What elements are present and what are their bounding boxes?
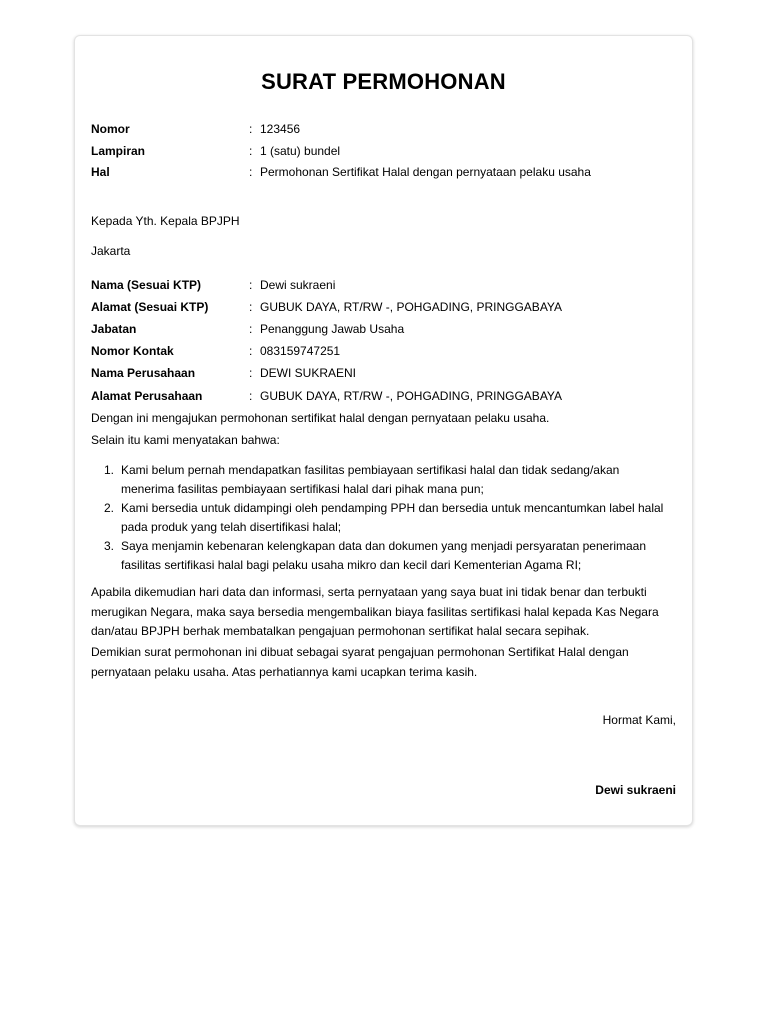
applicant-field-alamat	[91, 300, 562, 315]
header-field-lampiran	[91, 144, 340, 159]
field-value: DEWI SUKRAENI	[260, 366, 357, 380]
list-item-text: Saya menjamin kebenaran kelengkapan data dan dokumen yang menjadi persyaratan penerimaan fasilitas sertifikasi halal bagi pelaku usaha mikro dan kecil dari Kementerian Agama RI;	[121, 539, 647, 572]
field-label: Nama Perusahaan	[91, 366, 196, 380]
field-value: GUBUK DAYA, RT/RW -, POHGADING, PRINGGABAYA	[260, 300, 563, 314]
applicant-field-perusahaan	[91, 366, 356, 381]
field-colon: :	[249, 122, 253, 136]
city-line: Jakarta	[91, 244, 131, 258]
applicant-field-kontak	[91, 344, 340, 359]
letter-page	[74, 35, 693, 826]
list-item-text: Kami belum pernah mendapatkan fasilitas pembiayaan sertifikasi halal dan tidak sedang/akan menerima fasilitas pembiayaan sertifikasi halal dari pihak mana pun;	[121, 463, 620, 496]
field-label: Hal	[91, 165, 110, 179]
field-value: 1 (satu) bundel	[260, 144, 341, 158]
field-label: Nomor Kontak	[91, 344, 174, 358]
field-colon: :	[249, 366, 253, 380]
list-item-text: Kami bersedia untuk didampingi oleh pendamping PPH dan bersedia untuk mencantumkan label halal pada produk yang telah disertifikasi halal;	[121, 501, 664, 534]
field-value: 123456	[260, 122, 301, 136]
header-field-nomor	[91, 122, 300, 137]
statement-list	[91, 461, 671, 575]
field-label: Lampiran	[91, 144, 146, 158]
field-colon: :	[249, 278, 253, 292]
field-label: Alamat (Sesuai KTP)	[91, 300, 209, 314]
field-value: GUBUK DAYA, RT/RW -, POHGADING, PRINGGABAYA	[260, 389, 563, 403]
list-item	[91, 537, 671, 575]
recipient-line: Kepada Yth. Kepala BPJPH	[91, 214, 240, 228]
list-item-number: 3.	[104, 539, 115, 553]
field-colon: :	[249, 322, 253, 336]
field-colon: :	[249, 300, 253, 314]
applicant-field-jabatan	[91, 322, 404, 337]
list-item-number: 2.	[104, 501, 115, 515]
list-item-number: 1.	[104, 463, 115, 477]
field-label: Alamat Perusahaan	[91, 389, 203, 403]
signer-name: Dewi sukraeni	[595, 783, 676, 797]
field-colon: :	[249, 389, 253, 403]
field-value: Permohonan Sertifikat Halal dengan pernyataan pelaku usaha	[260, 165, 591, 179]
field-label: Nama (Sesuai KTP)	[91, 278, 202, 292]
header-field-hal	[91, 165, 591, 180]
applicant-field-nama	[91, 278, 335, 293]
field-value: 083159747251	[260, 344, 341, 358]
intro-line-1: Dengan ini mengajukan permohonan sertifikat halal dengan pernyataan pelaku usaha.	[91, 411, 550, 425]
list-item	[91, 499, 671, 537]
paragraph-liability: Apabila dikemudian hari data dan informasi, serta pernyataan yang saya buat ini tidak benar dan terbukti merugikan Negara, maka saya bersedia mengembalikan biaya fasilitas sertifikasi halal kepada Kas Negara dan/atau BPJPH berhak membatalkan pengajuan permohonan sertifikat halal secara sepihak.	[91, 585, 659, 638]
list-item	[91, 461, 671, 499]
field-label: Jabatan	[91, 322, 137, 336]
field-colon: :	[249, 165, 253, 179]
intro-line-2: Selain itu kami menyatakan bahwa:	[91, 433, 280, 447]
field-colon: :	[249, 144, 253, 158]
applicant-field-alamat-perusahaan	[91, 389, 562, 404]
field-colon: :	[249, 344, 253, 358]
letter-title: SURAT PERMOHONAN	[261, 69, 506, 94]
closing-salutation: Hormat Kami,	[602, 713, 676, 727]
paragraph-closing-statement: Demikian surat permohonan ini dibuat sebagai syarat pengajuan permohonan Sertifikat Halal dengan pernyataan pelaku usaha. Atas perhatiannya kami ucapkan terima kasih.	[91, 645, 629, 679]
field-label: Nomor	[91, 122, 130, 136]
field-value: Penanggung Jawab Usaha	[260, 322, 405, 336]
field-value: Dewi sukraeni	[260, 278, 336, 292]
